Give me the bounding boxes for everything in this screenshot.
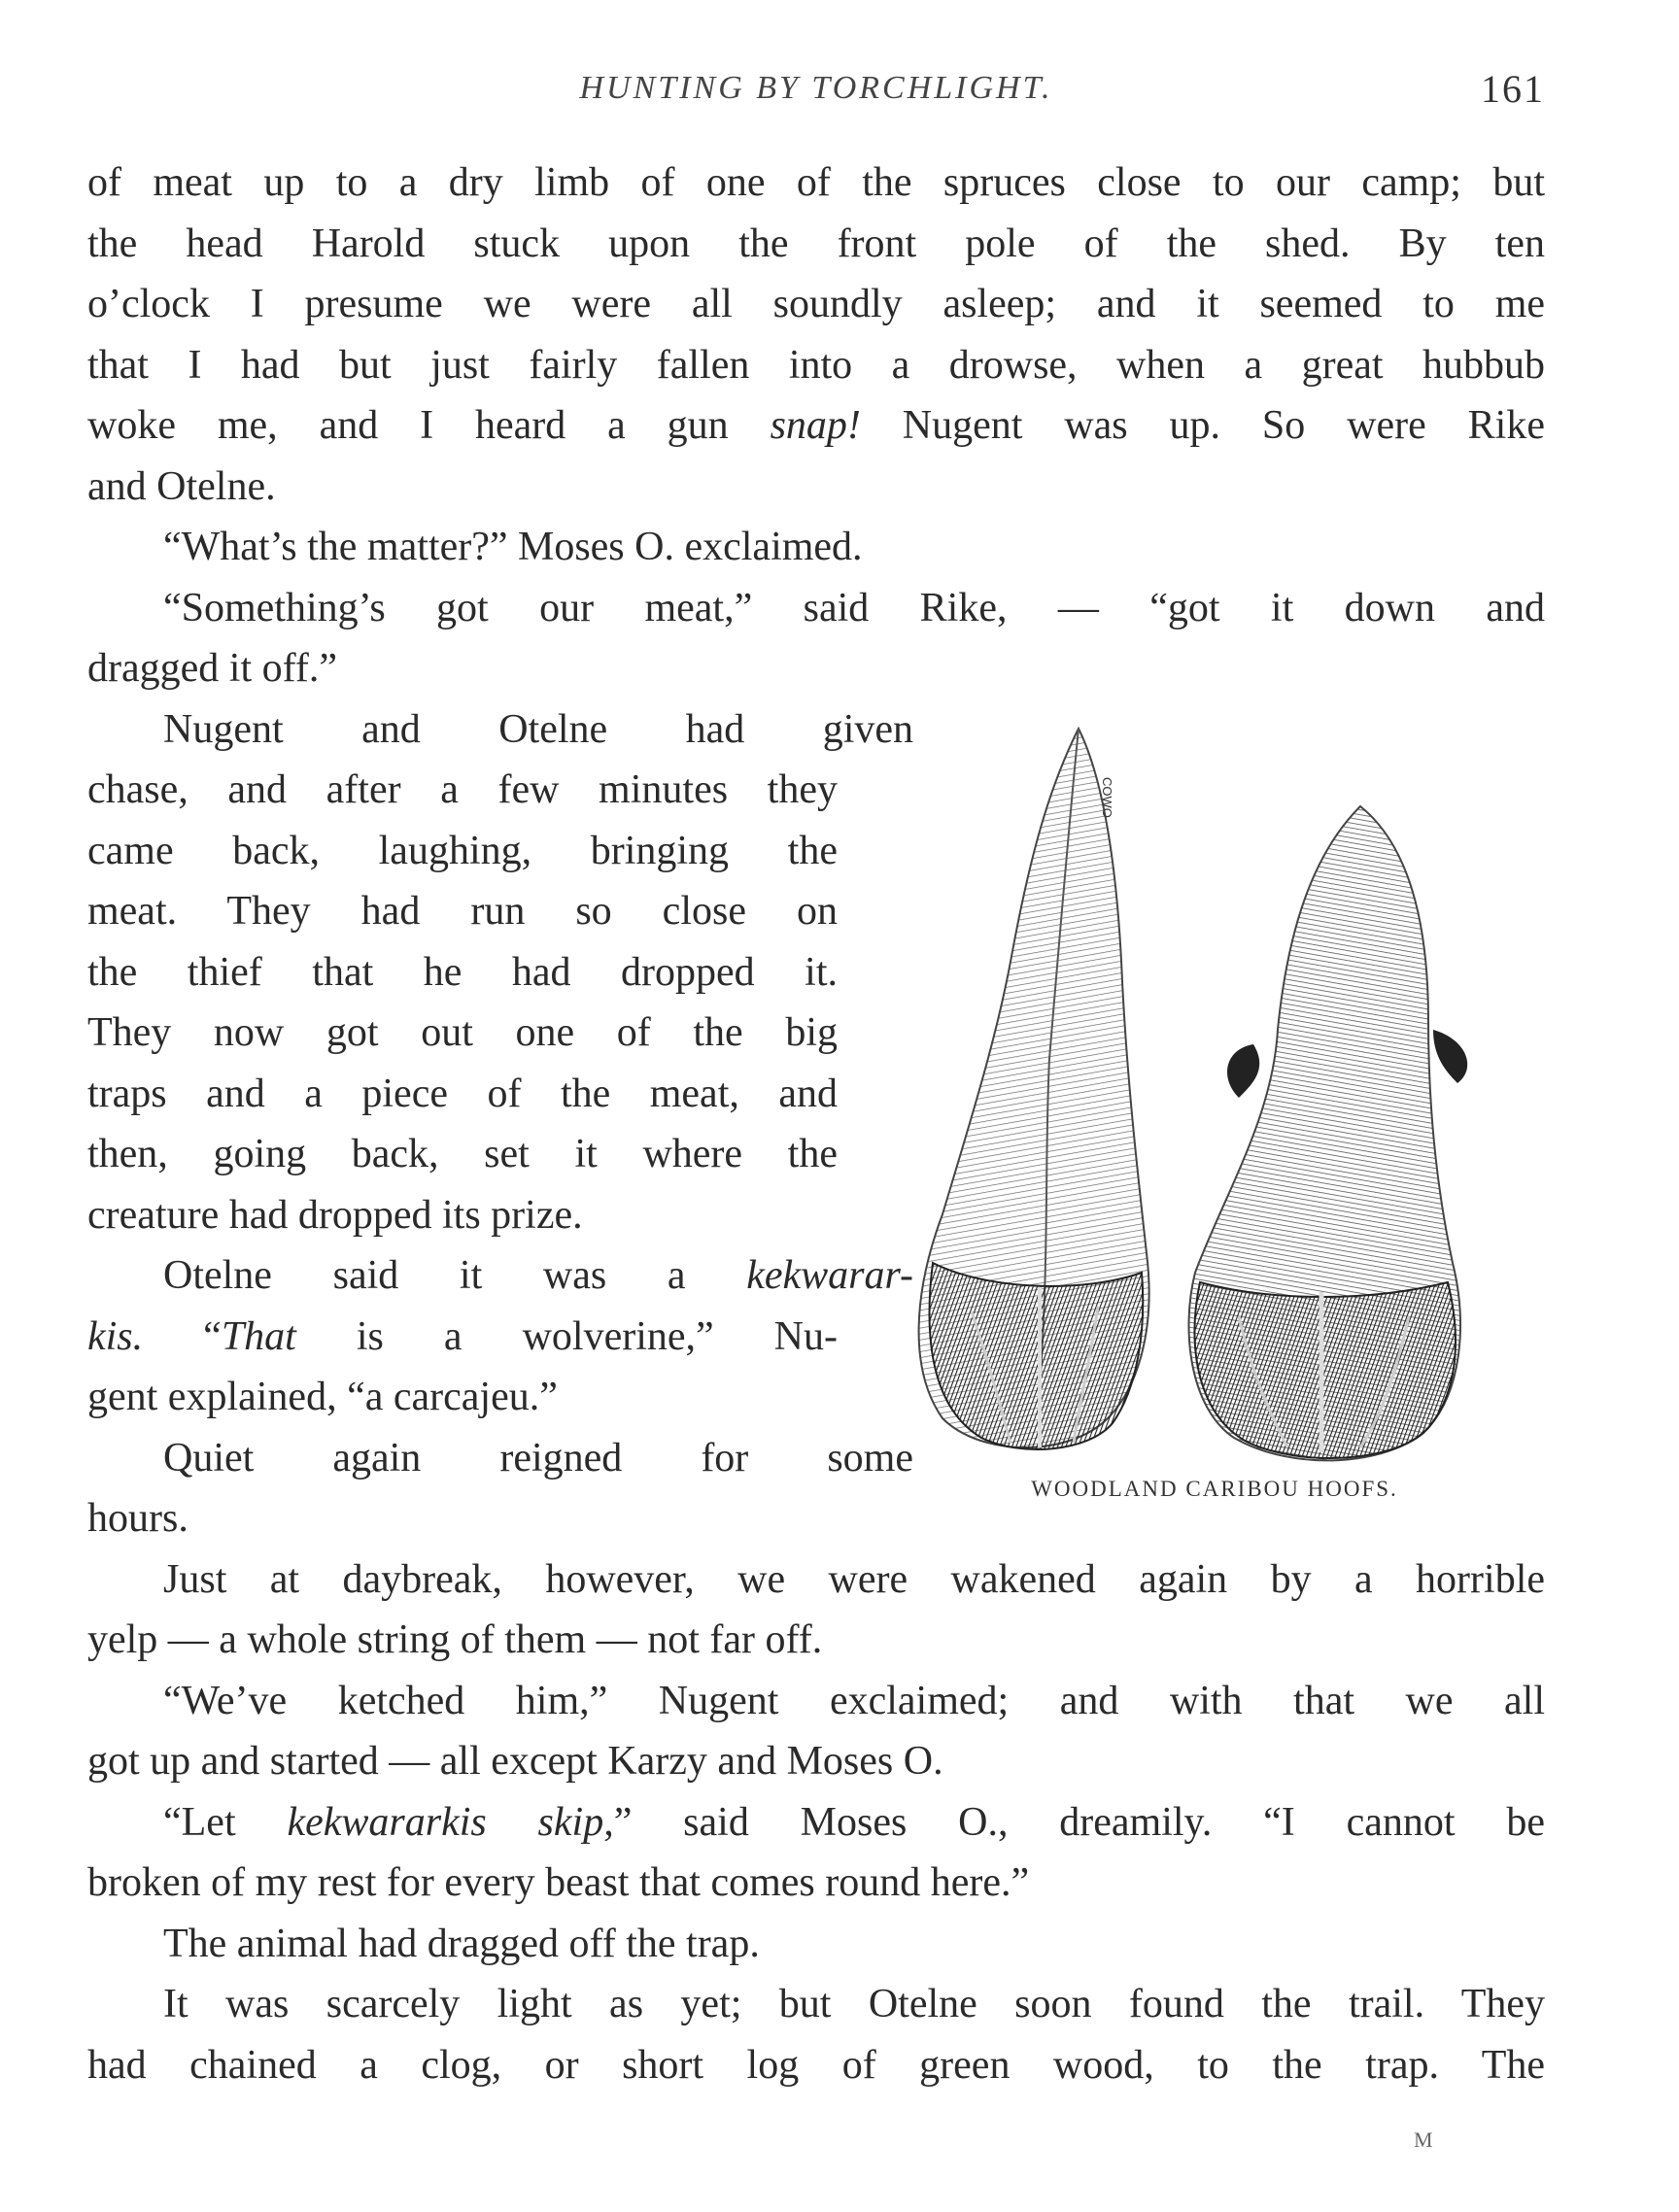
engraver-signature: COWO [1100,777,1114,818]
text-line: meat. They had run so close on [87,889,838,934]
italic-word: kekwarar- [746,1253,913,1298]
text-line: Otelne said it was a kekwarar- [163,1253,913,1298]
text-line: and Otelne. [87,463,276,509]
text-line: The animal had dragged off the trap. [163,1921,760,1966]
text-line: Quiet again reigned for some [163,1435,913,1480]
text-line: came back, laughing, bringing the [87,828,838,873]
italic-word: kis. [87,1313,144,1359]
text-line: traps and a piece of the meat, and [87,1071,838,1116]
running-head-title: HUNTING BY TORCHLIGHT. [579,70,1053,106]
text-line: dragged it off.” [87,646,337,691]
text-line: the head Harold stuck upon the front pole of the shed. By ten [87,221,1545,266]
text-line: “Let kekwararkis skip,” said Moses O., dreamily. “I cannot be [163,1799,1546,1845]
running-head [87,67,1545,119]
text-line: Just at daybreak, however, we were wakened again by a horrible [163,1556,1545,1602]
text-line: kis. “That is a wolverine,” Nu- [87,1313,838,1359]
right-hoof [1188,806,1467,1460]
text-line: then, going back, set it where the [87,1132,838,1176]
figure-caption: WOODLAND CARIBOU HOOFS. [1031,1477,1398,1501]
text-line: “We’ve ketched him,” Nugent exclaimed; and with that we all [163,1678,1545,1723]
text-line: hours. [87,1496,188,1541]
text-line: of meat up to a dry limb of one of the spruces close to our camp; but [87,160,1545,205]
text-line: woke me, and I heard a gun snap! Nugent was up. So were Rike [87,403,1545,448]
text-line: creature had dropped its prize. [87,1192,583,1238]
text-line: broken of my rest for every beast that comes round here.” [87,1860,1030,1905]
text-line: “What’s the matter?” Moses O. exclaimed. [163,525,863,569]
italic-word: snap! [770,403,861,448]
text-line: got up and started — all except Karzy and Moses O. [87,1739,943,1784]
left-hoof [919,729,1149,1449]
text-line: the thief that he had dropped it. [87,949,838,995]
text-line: They now got out one of the big [87,1010,838,1055]
signature-mark: M [1414,2127,1433,2152]
text-line: Nugent and Otelne had given [163,706,913,752]
italic-word: kekwararkis skip, [287,1799,614,1845]
page-number: 161 [1481,67,1545,111]
italic-word: That [221,1313,296,1359]
hoofs-engraving [904,709,1525,1467]
text-line: It was scarcely light as yet; but Otelne soon found the trail. They [163,1982,1545,2026]
caribou-hoofs-illustration [904,709,1525,1515]
text-line: yelp — a whole string of them — not far off. [87,1617,823,1662]
text-line: o’clock I presume we were all soundly asleep; and it seemed to me [87,282,1545,326]
text-line: chase, and after a few minutes they [87,767,838,812]
text-line: that I had but just fairly fallen into a drowse, when a great hubbub [87,342,1545,388]
text-line: “Something’s got our meat,” said Rike, — “got it down and [163,585,1545,630]
text-line: had chained a clog, or short log of green wood, to the trap. The [87,2042,1545,2088]
text-line: gent explained, “a carcajeu.” [87,1375,558,1419]
